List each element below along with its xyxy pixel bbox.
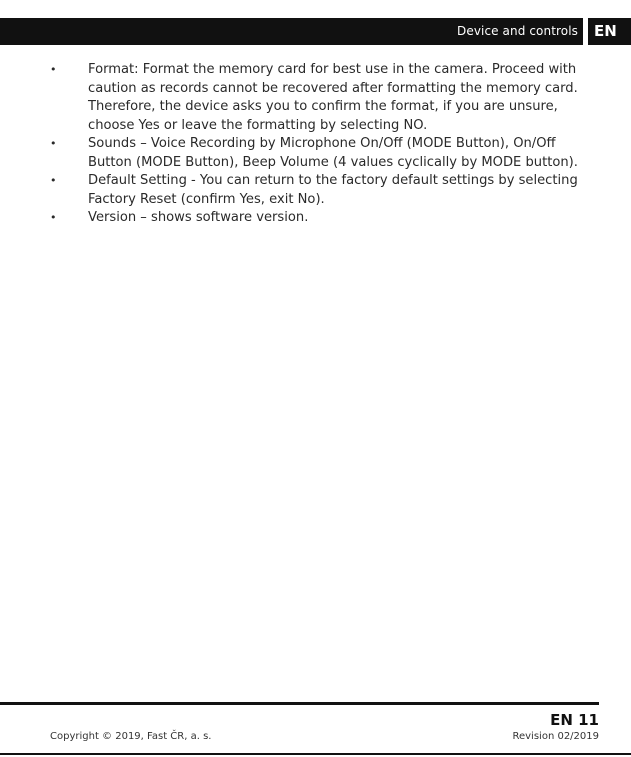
footer-divider	[0, 702, 599, 705]
section-title: Device and controls	[457, 24, 578, 38]
language-badge: EN	[588, 18, 631, 45]
bottom-divider	[0, 753, 631, 755]
bullet-line: Default Setting - You can return to the factory default settings by selecting	[88, 173, 578, 188]
bullet-item-sounds	[50, 135, 590, 172]
bullet-line: Factory Reset (confirm Yes, exit No).	[88, 191, 325, 207]
content-body	[50, 61, 590, 228]
bullet-line: Therefore, the device asks you to confirm the format, if you are unsure,	[88, 99, 558, 114]
bullet-icon: •	[50, 63, 57, 76]
copyright-notice: Copyright © 2019, Fast ČR, a. s.	[50, 731, 212, 742]
bullet-line: Format: Format the memory card for best use in the camera. Proceed with	[88, 62, 577, 77]
page-number: EN 11	[550, 711, 599, 729]
bullet-item-version	[50, 209, 590, 228]
bullet-line: Sounds – Voice Recording by Microphone On/Off (MODE Button), On/Off	[88, 136, 556, 151]
bullet-line: Button (MODE Button), Beep Volume (4 values cyclically by MODE button).	[88, 154, 578, 170]
revision-label: Revision 02/2019	[512, 731, 599, 742]
bullet-line: Version – shows software version.	[88, 210, 309, 225]
bullet-icon: •	[50, 137, 57, 150]
bullet-icon: •	[50, 174, 57, 187]
bullet-line: caution as records cannot be recovered after formatting the memory card.	[88, 80, 578, 96]
bullet-item-default-setting	[50, 172, 590, 209]
header-bar	[0, 18, 583, 45]
bullet-item-format	[50, 61, 590, 135]
bullet-line: choose Yes or leave the formatting by selecting NO.	[88, 117, 428, 133]
bullet-icon: •	[50, 211, 57, 224]
